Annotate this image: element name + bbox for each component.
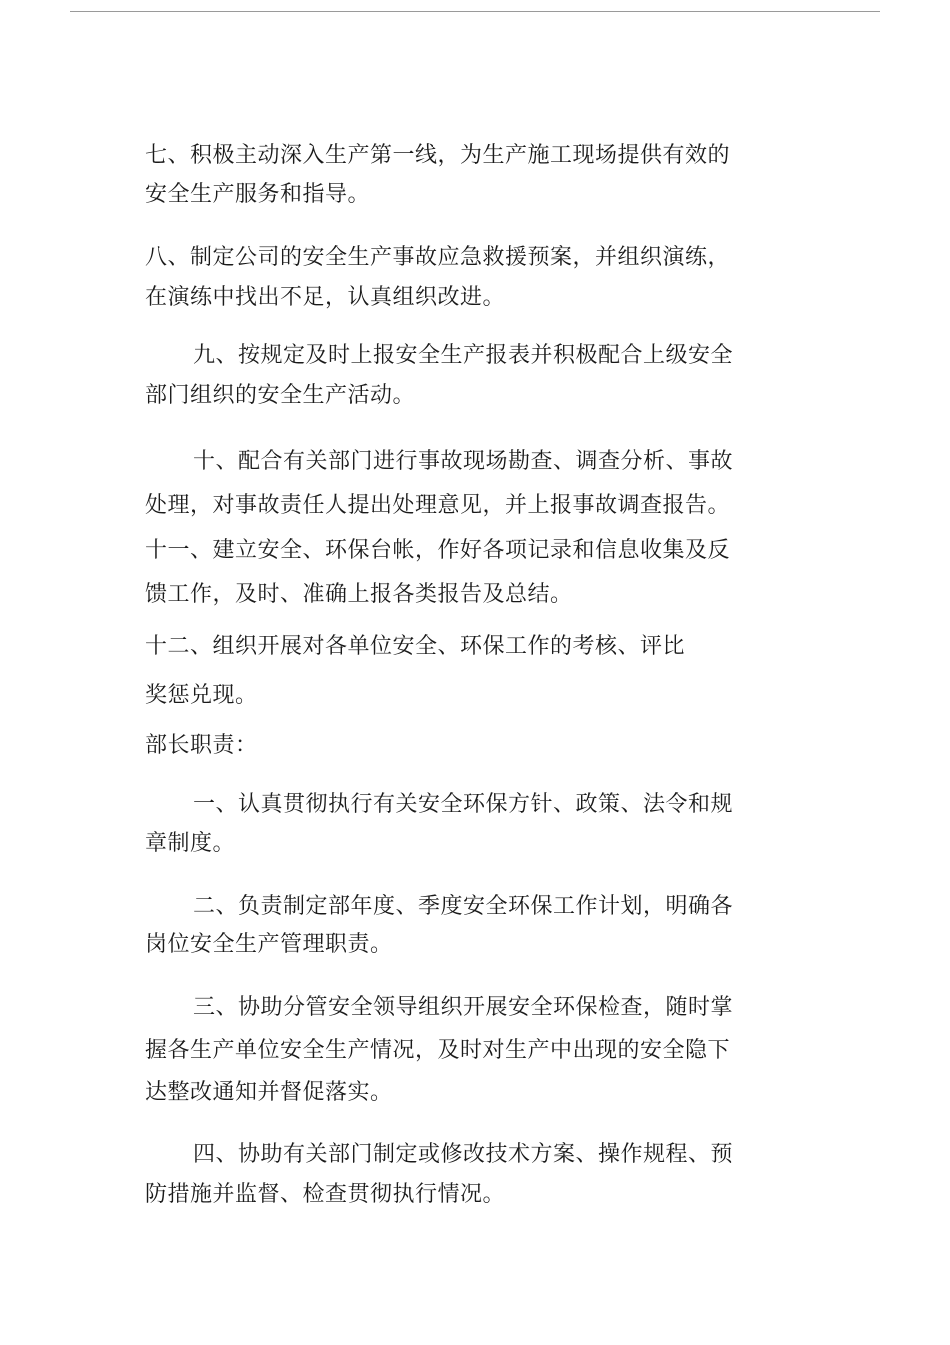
text-line: 章制度。 [145, 831, 236, 856]
text-line: 三、协助分管安全领导组织开展安全环保检查，随时掌 [193, 995, 734, 1020]
text-line: 处理，对事故责任人提出处理意见，并上报事故调查报告。 [145, 493, 731, 518]
text-line: 二、负责制定部年度、季度安全环保工作计划，明确各 [193, 894, 734, 919]
text-line: 八、制定公司的安全生产事故应急救援预案，并组织演练， [145, 245, 731, 270]
section-heading: 部长职责： [145, 733, 258, 758]
header-rule [70, 11, 880, 12]
text-line: 一、认真贯彻执行有关安全环保方针、政策、法令和规 [193, 792, 734, 817]
text-line: 安全生产服务和指导。 [145, 182, 371, 207]
text-line: 九、按规定及时上报安全生产报表并积极配合上级安全 [193, 343, 734, 368]
text-line: 达整改通知并督促落实。 [145, 1080, 393, 1105]
text-line: 四、协助有关部门制定或修改技术方案、操作规程、预 [193, 1142, 734, 1167]
text-line: 十一、建立安全、环保台帐，作好各项记录和信息收集及反 [145, 538, 731, 563]
text-line: 十二、组织开展对各单位安全、环保工作的考核、评比 [145, 634, 686, 659]
text-line: 防措施并监督、检查贯彻执行情况。 [145, 1182, 506, 1207]
text-line: 岗位安全生产管理职责。 [145, 932, 393, 957]
text-line: 奖惩兑现。 [145, 683, 258, 708]
text-line: 在演练中找出不足，认真组织改进。 [145, 285, 506, 310]
text-line: 部门组织的安全生产活动。 [145, 383, 416, 408]
text-line: 握各生产单位安全生产情况，及时对生产中出现的安全隐下 [145, 1038, 731, 1063]
text-line: 十、配合有关部门进行事故现场勘查、调查分析、事故 [193, 449, 734, 474]
text-line: 七、积极主动深入生产第一线，为生产施工现场提供有效的 [145, 143, 731, 168]
text-line: 馈工作，及时、准确上报各类报告及总结。 [145, 582, 573, 607]
